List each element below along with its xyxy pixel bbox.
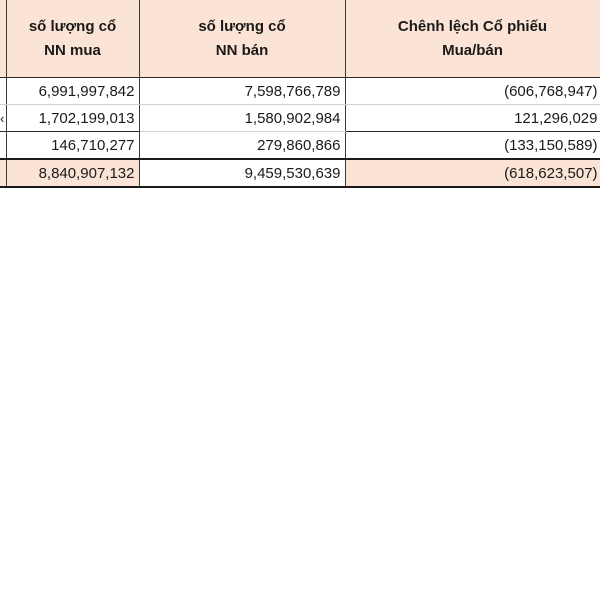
total-row: [0, 159, 600, 187]
cell-sell[interactable]: 1,580,902,984: [139, 105, 345, 132]
cell-sell[interactable]: 7,598,766,789: [139, 78, 345, 105]
header-sell-line1: số lượng cổ: [198, 17, 286, 35]
table-row: [0, 78, 600, 105]
header-row: [0, 0, 600, 78]
total-cell-diff[interactable]: (618,623,507): [345, 159, 600, 187]
header-buy-line2: NN mua: [44, 41, 101, 59]
header-sell-line2: NN bán: [215, 41, 269, 59]
header-diff-line1: Chênh lệch Cổ phiếu: [397, 17, 548, 35]
header-buy-line1: số lượng cổ: [28, 17, 117, 35]
cell-edge[interactable]: ‹: [0, 105, 6, 132]
header-cell-diff[interactable]: [345, 0, 600, 78]
cell-buy[interactable]: 6,991,997,842: [6, 78, 139, 105]
header-cell-buy[interactable]: [6, 0, 139, 78]
cell-buy[interactable]: 1,702,199,013: [6, 105, 139, 132]
total-cell-sell[interactable]: 9,459,530,639: [139, 159, 345, 187]
cell-sell[interactable]: 279,860,866: [139, 132, 345, 160]
foreign-trading-table: [0, 0, 600, 188]
cell-diff[interactable]: (606,768,947): [345, 78, 600, 105]
cell-buy[interactable]: 146,710,277: [6, 132, 139, 160]
total-cell-buy[interactable]: 8,840,907,132: [6, 159, 139, 187]
table-row: [0, 132, 600, 160]
header-cell-sell[interactable]: [139, 0, 345, 78]
table-row: [0, 105, 600, 132]
cell-diff[interactable]: 121,296,029: [345, 105, 600, 132]
cell-diff[interactable]: (133,150,589): [345, 132, 600, 160]
header-diff-line2: Mua/bán: [442, 41, 503, 59]
